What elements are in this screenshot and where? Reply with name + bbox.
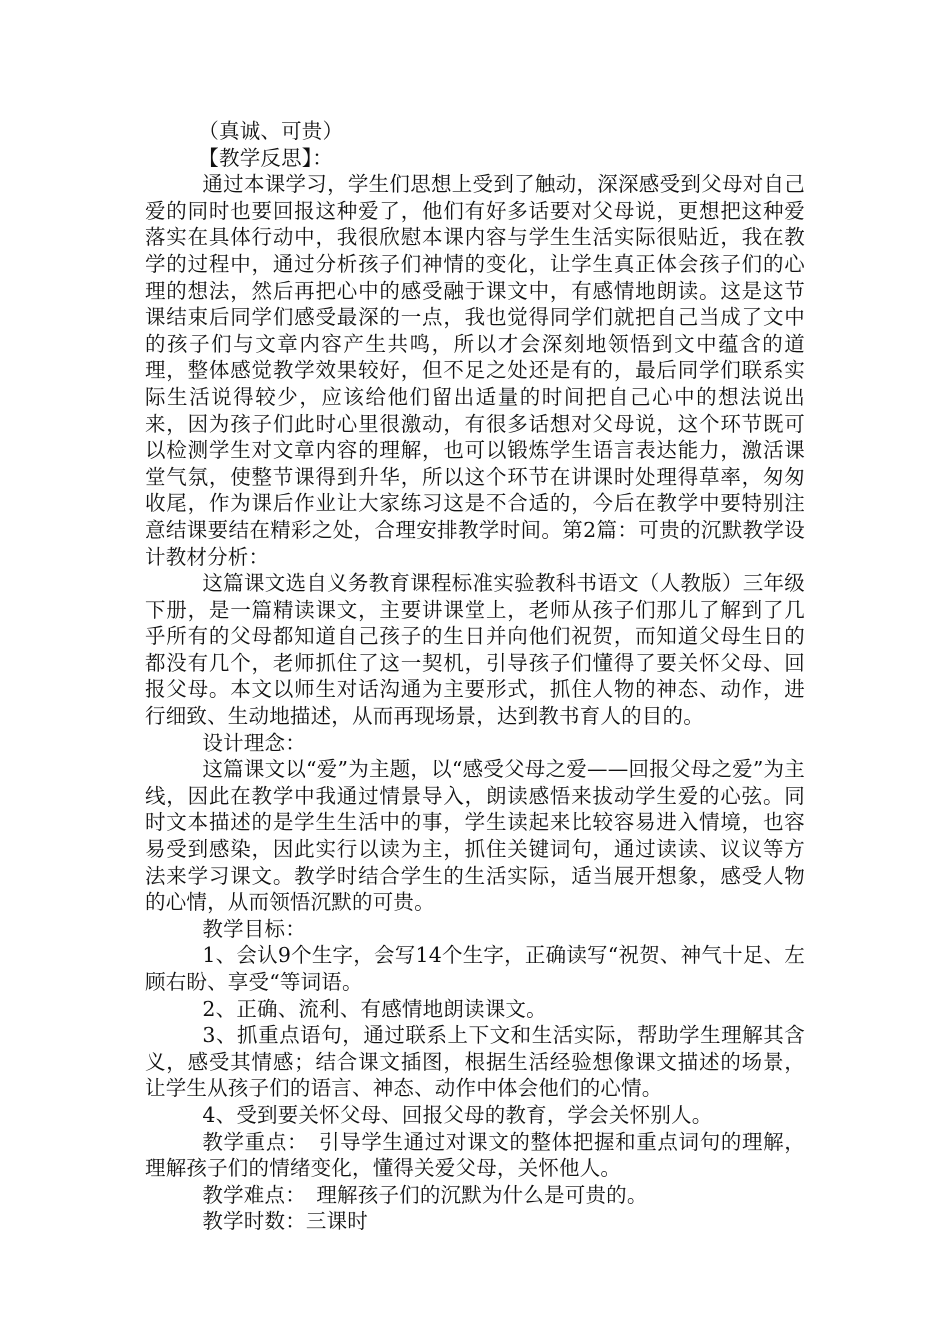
goal-item-3: 3、抓重点语句，通过联系上下文和生活实际，帮助学生理解其含义，感受其情感；结合课文插图，根据生活经验想像课文描述的场景，让学生从孩子们的语言、神态、动作中体会他们的心情。 bbox=[145, 1023, 805, 1101]
paragraph-design-concept: 这篇课文以“爱”为主题，以“感受父母之爱——回报父母之爱”为主线，因此在教学中我通过情景导入，朗读感悟来拔动学生爱的心弦。同时文本描述的是学生生活中的事，学生读起来比较容易进入情境，也容易受到感染，因此实行以读为主，抓住关键词句，通过读读、议议等方法来学习课文。教学时结合学生的生活实际，适当展开想象，感受人物的心情，从而领悟沉默的可贵。 bbox=[145, 757, 805, 915]
document-page bbox=[145, 118, 805, 1235]
paragraph-reflection: 通过本课学习，学生们思想上受到了触动，深深感受到父母对自己爱的同时也要回报这种爱了，他们有好多话要对父母说，更想把这种爱落实在具体行动中，我很欣慰本课内容与学生生活实际很贴近，我在教学的过程中，通过分析孩子们神情的变化，让学生真正体会孩子们的心理的想法，然后再把心中的感受融于课文中，有感情地朗读。这是这节课结束后同学们感受最深的一点，我也觉得同学们就把自己当成了文中的孩子们与文章内容产生共鸣，所以才会深刻地领悟到文中蕴含的道理，整体感觉教学效果较好，但不足之处还是有的，最后同学们联系实际生活说得较少，应该给他们留出适量的时间把自己心中的想法说出来，因为孩子们此时心里很激动，有很多话想对父母说，这个环节既可以检测学生对文章内容的理解，也可以锻炼学生语言表达能力，激活课堂气氛，使整节课得到升华，所以这个环节在讲课时处理得草率，匆匆收尾，作为课后作业让大家练习这是不合适的，今后在教学中要特别注意结课要结在精彩之处，合理安排教学时间。第2篇：可贵的沉默教学设计教材分析： bbox=[145, 172, 805, 569]
goal-item-2: 2、正确、流利、有感情地朗读课文。 bbox=[202, 996, 547, 1021]
paragraph-teaching-difficulty: 教学难点： 理解孩子们的沉默为什么是可贵的。 bbox=[202, 1182, 648, 1207]
goal-item-1: 1、会认9个生字，会写14个生字，正确读写“祝贺、神气十足、左顾右盼、享受“等词语。 bbox=[145, 943, 805, 994]
paragraph-teaching-focus: 教学重点： 引导学生通过对课文的整体把握和重点词句的理解，理解孩子们的情绪变化，懂得关爱父母，关怀他人。 bbox=[145, 1129, 805, 1181]
paragraph-text-analysis: 这篇课文选自义务教育课程标准实验教科书语文（人教版）三年级下册，是一篇精读课文，主要讲课堂上，老师从孩子们那儿了解到了几乎所有的父母都知道自己孩子的生日并向他们祝贺，而知道父母生日的都没有几个，老师抓住了这一契机，引导孩子们懂得了要关怀父母、回报父母。本文以师生对话沟通为主要形式，抓住人物的神态、动作，进行细致、生动地描述，从而再现场景，达到教书育人的目的。 bbox=[145, 571, 805, 729]
heading-teaching-reflection: 【教学反思】： bbox=[198, 145, 333, 170]
paragraph-teaching-hours: 教学时数：三课时 bbox=[202, 1209, 368, 1234]
goal-item-4: 4、受到要关怀父母、回报父母的教育，学会关怀别人。 bbox=[202, 1102, 713, 1127]
heading-design-concept: 设计理念： bbox=[202, 730, 306, 755]
heading-teaching-goals: 教学目标： bbox=[202, 916, 306, 941]
paragraph-attributes: （真诚、可贵） bbox=[198, 119, 344, 143]
